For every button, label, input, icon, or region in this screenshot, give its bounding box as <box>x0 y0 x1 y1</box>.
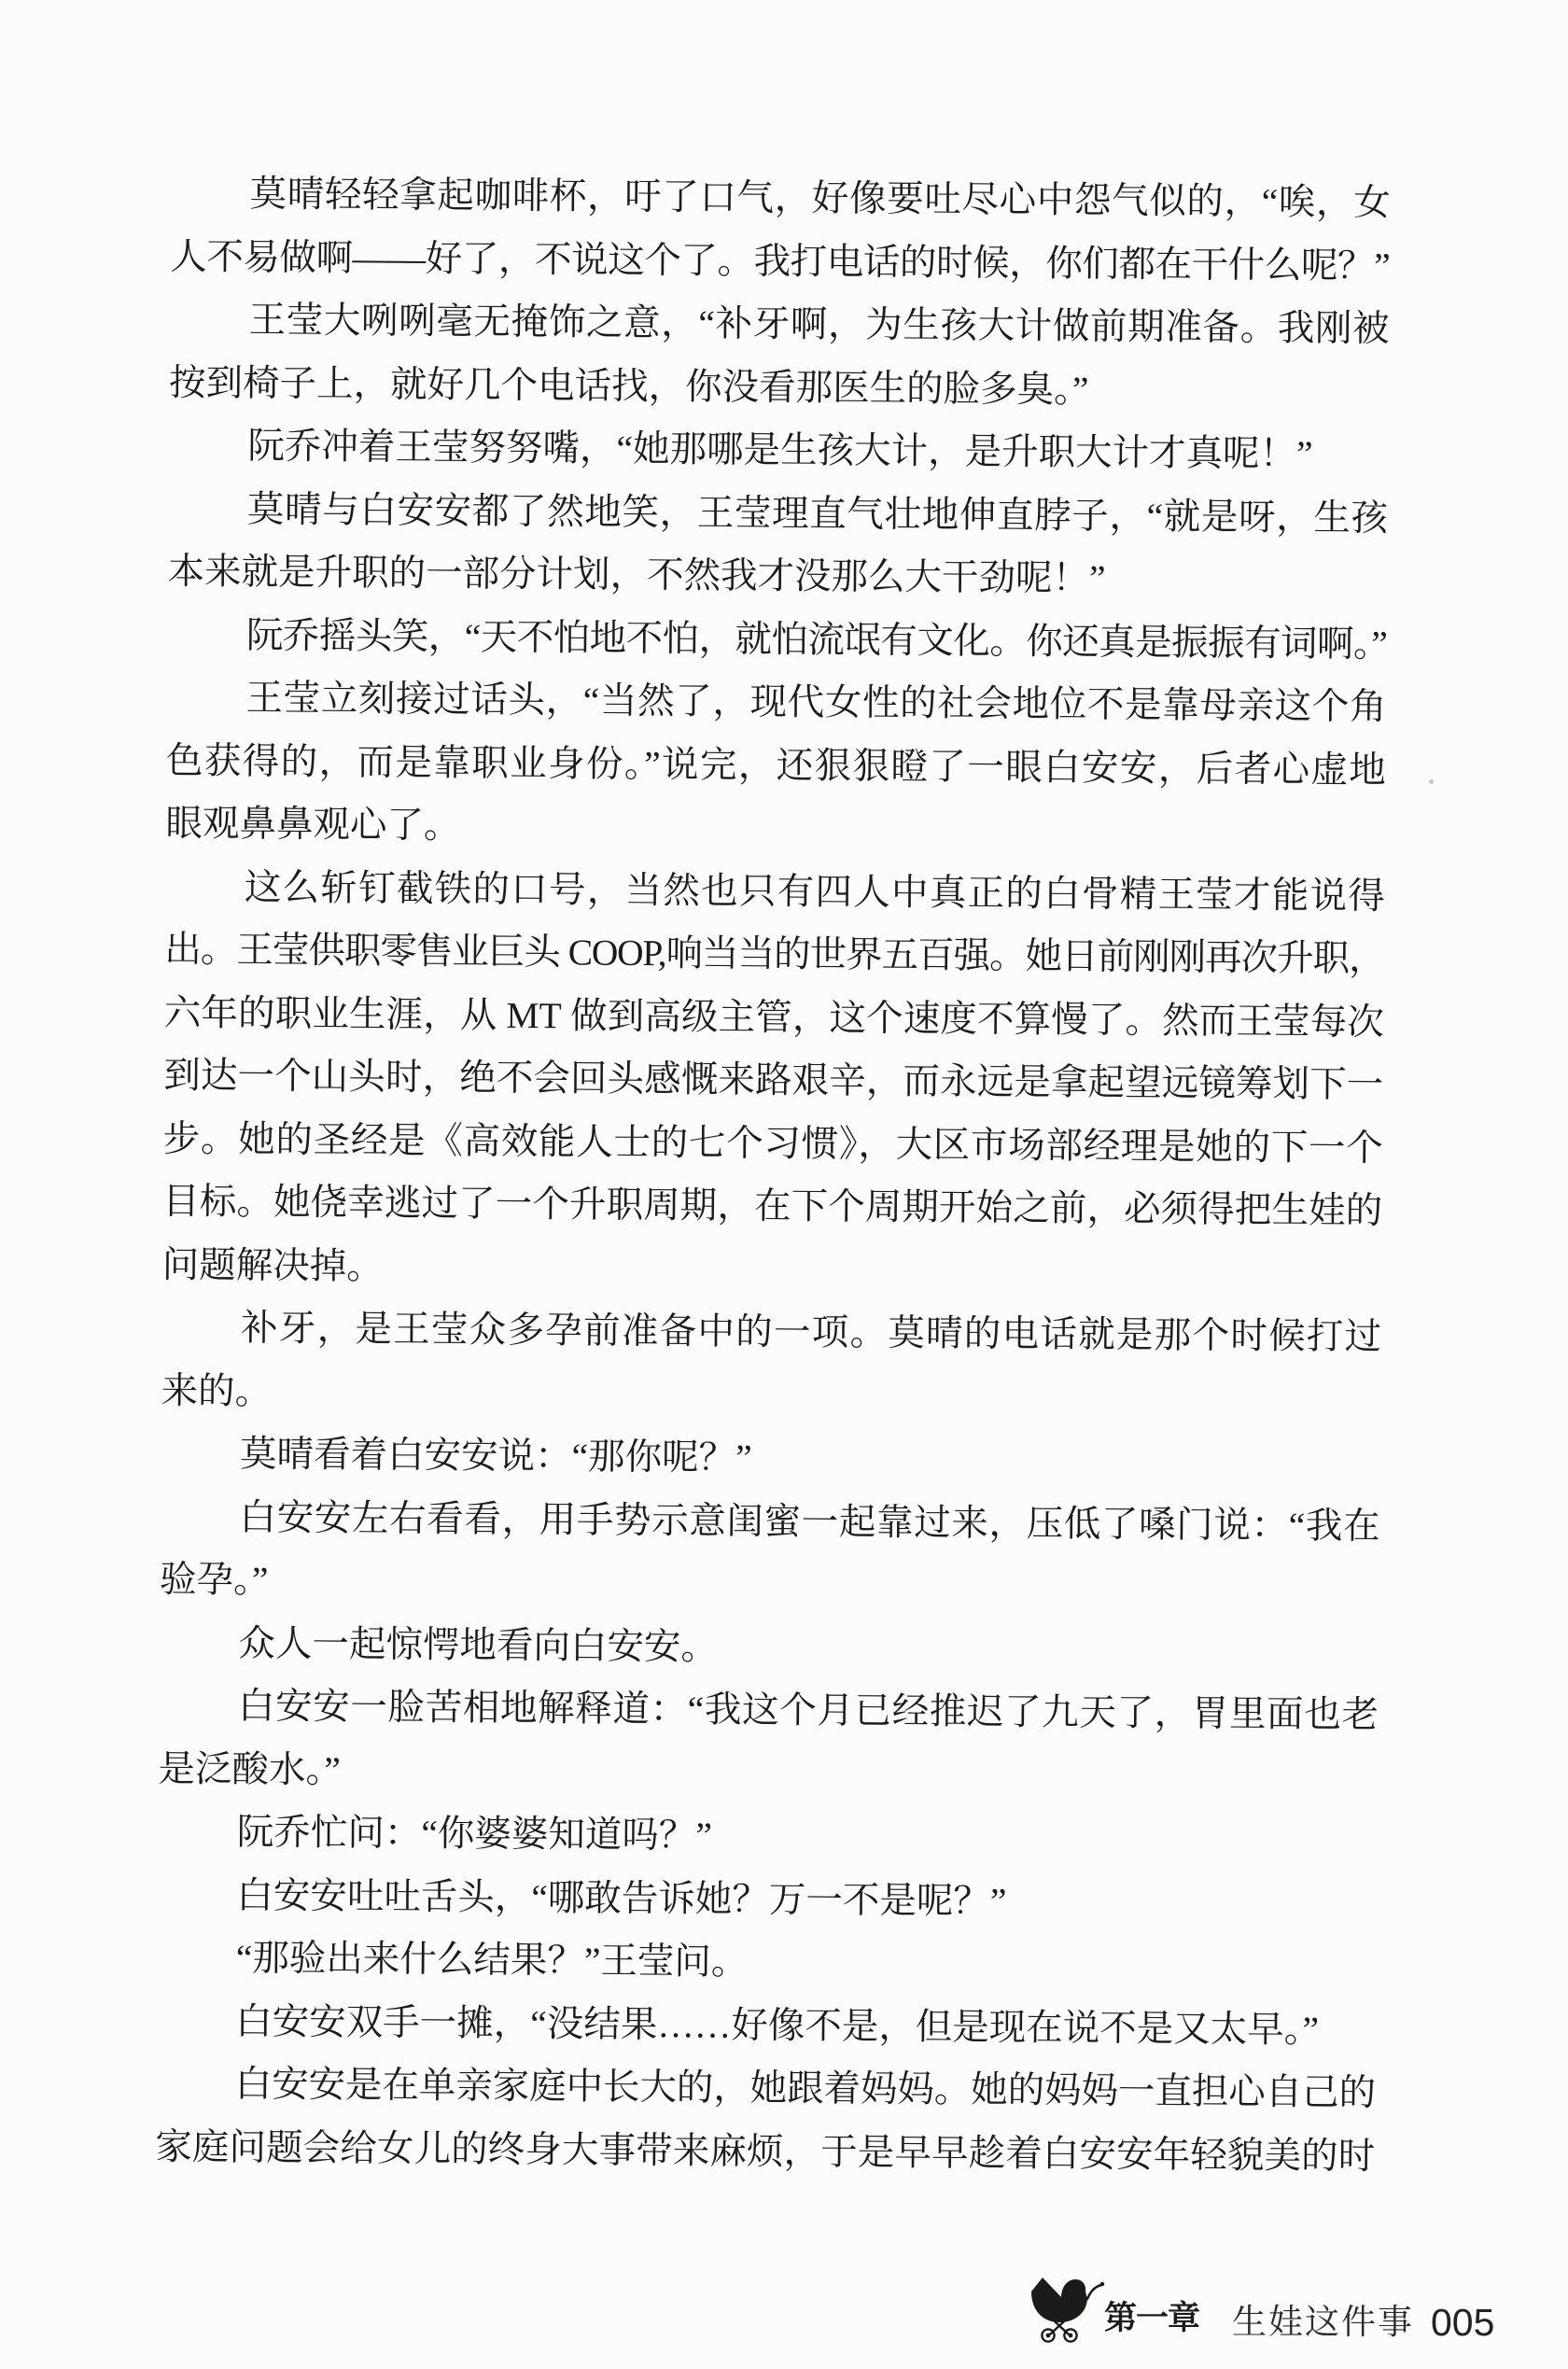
paragraph <box>167 477 1388 612</box>
paragraph <box>170 162 1391 298</box>
text-line: 众人一起惊愕地看向白安安。 <box>238 1622 719 1668</box>
scan-speck <box>1429 779 1434 784</box>
text-line: 目标。她侥幸逃过了一个升职周期，在下个周期开始之前，必须得把生娃的 <box>162 1180 1383 1232</box>
chapter-title: 生娃这件事 <box>1232 2302 1414 2342</box>
text-line: 六年的职业生涯，从 MT 做到高级主管，这个速度不算慢了。然而王莹每次 <box>163 991 1384 1043</box>
paragraph <box>169 288 1390 424</box>
text-line: 本来就是升职的一部分计划，不然我才没那么大干劲呢！” <box>167 550 1106 599</box>
paragraph <box>160 1485 1380 1620</box>
text-line: 是泛酸水。” <box>158 1747 341 1790</box>
text-line: 莫晴轻轻拿起咖啡杯，吁了口气，好像要吐尽心中怨气似的，“唉，女 <box>249 173 1391 224</box>
text-line: 步。她的圣经是《高效能人士的七个习惯》，大区市场部经理是她的下一个 <box>162 1117 1383 1169</box>
paragraph <box>157 1927 1377 1999</box>
paragraph <box>161 1423 1380 1495</box>
paragraph <box>156 1989 1376 2062</box>
text-line: 阮乔冲着王莹努努嘴，“她那哪是生孩大计，是升职大计才真呢！” <box>247 425 1313 475</box>
paragraph <box>161 1297 1381 1432</box>
paragraph <box>158 1801 1378 1873</box>
text-line: 莫晴看着白安安说：“那你呢？” <box>239 1433 752 1479</box>
text-line: 出。王莹供职零售业巨头 COOP,响当当的世界五百强。她日前刚刚再次升职， <box>164 928 1385 980</box>
text-line: 眼观鼻鼻观心了。 <box>165 802 461 847</box>
chapter-label: 第一章 <box>1104 2300 1200 2337</box>
text-line: “那验出来什么结果？”王莹问。 <box>235 1937 749 1983</box>
baby-stroller-icon <box>1017 2268 1111 2362</box>
text-line: 阮乔摇头笑，“天不怕地不怕，就怕流氓有文化。你还真是振振有词啊。” <box>245 614 1388 665</box>
text-line: 白安安一脸苦相地解释道：“我这个月已经推迟了九天了，胃里面也老 <box>237 1685 1379 1736</box>
text-line: 白安安左右看看，用手势示意闺蜜一起靠过来，压低了嗓门说：“我在 <box>239 1496 1380 1547</box>
paragraph <box>159 1611 1379 1684</box>
text-line: 验孕。” <box>159 1558 269 1601</box>
text-line: 莫晴与白安安都了然地笑，王莹理直气壮地伸直脖子，“就是呀，生孩 <box>246 488 1389 539</box>
page-number: 005 <box>1431 2301 1495 2344</box>
page-body-text <box>155 162 1391 2188</box>
paragraph <box>167 603 1387 676</box>
paragraph <box>168 414 1388 487</box>
text-line: 到达一个山头时，绝不会回头感慨来路艰辛，而永远是拿起望远镜筹划下一 <box>163 1054 1384 1106</box>
text-line: 这么斩钉截铁的口号，当然也只有四人中真正的白骨精王莹才能说得 <box>244 866 1386 917</box>
text-line: 家庭问题会给女儿的终身大事带来麻烦，于是早早趁着白安安年轻貌美的时 <box>155 2125 1376 2177</box>
text-line: 白安安双手一摊，“没结果……好像不是，但是现在说不是又太早。” <box>235 2000 1320 2051</box>
paragraph <box>155 2053 1376 2188</box>
paragraph <box>158 1675 1379 1810</box>
text-line: 王莹大咧咧毫无掩饰之意，“补牙啊，为生孩大计做前期准备。我刚被 <box>248 299 1390 350</box>
text-line: 阮乔忙问：“你婆婆知道吗？” <box>236 1811 713 1857</box>
paragraph <box>157 1863 1377 1936</box>
text-line: 白安安吐吐舌头，“哪敢告诉她？万一不是呢？” <box>236 1874 1007 1922</box>
text-line: 补牙，是王莹众多孕前准备中的一项。莫晴的电话就是那个时候打过 <box>240 1307 1382 1358</box>
text-line: 色获得的，而是靠职业身份。”说完，还狠狠瞪了一眼白安安，后者心虚地 <box>165 739 1387 791</box>
text-line: 人不易做啊——好了，不说这个了。我打电话的时候，你们都在干什么呢？” <box>170 235 1391 287</box>
paragraph <box>161 855 1385 1306</box>
text-line: 王莹立刻接过话头，“当然了，现代女性的社会地位不是靠母亲这个角 <box>245 677 1387 728</box>
paragraph <box>165 666 1387 865</box>
text-line: 按到椅子上，就好几个电话找，你没看那医生的脸多臭。” <box>168 361 1089 411</box>
text-line: 问题解决掉。 <box>161 1243 384 1287</box>
text-line: 白安安是在单亲家庭中长大的，她跟着妈妈。她的妈妈一直担心自己的 <box>234 2063 1376 2114</box>
text-line: 来的。 <box>161 1369 273 1412</box>
